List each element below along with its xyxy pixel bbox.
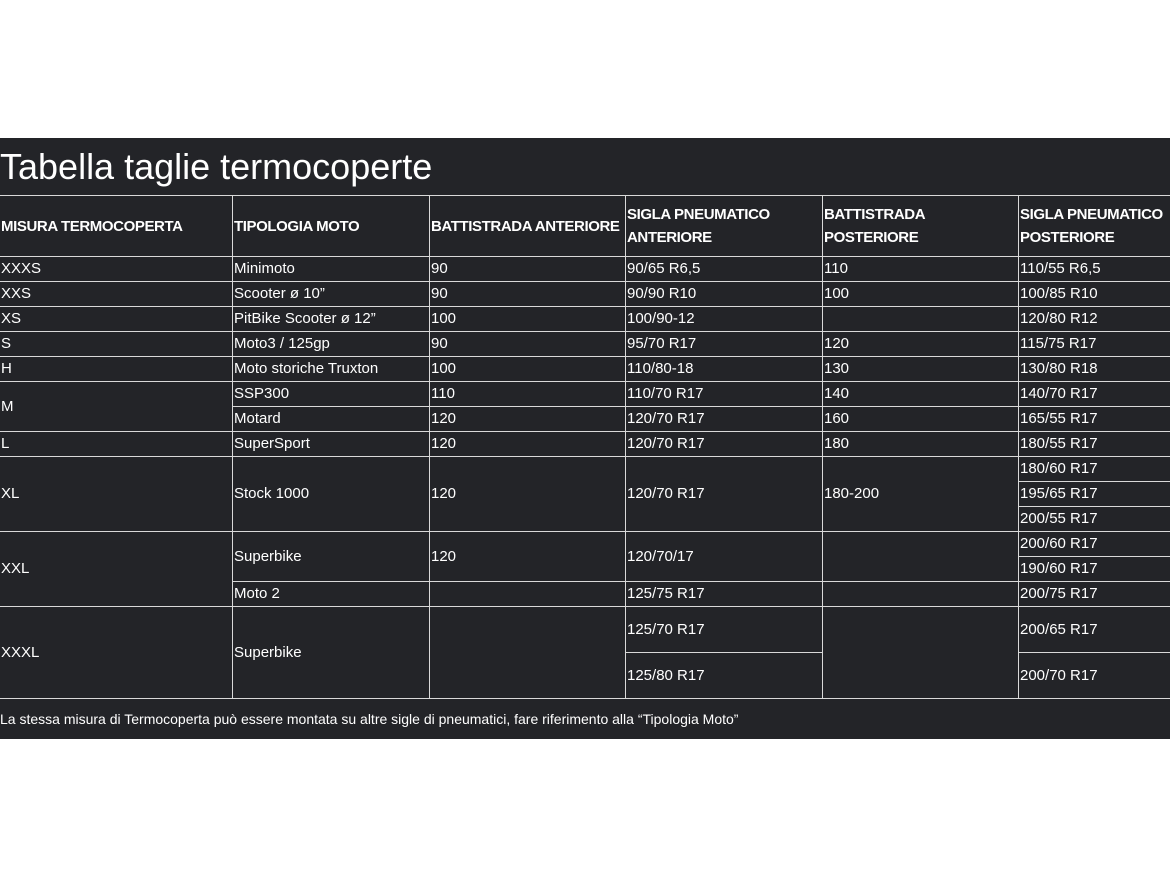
cell-sigla-posteriore: 130/80 R18 <box>1019 357 1170 382</box>
cell-tipologia: Minimoto <box>233 257 430 282</box>
cell-battistrada-posteriore: 120 <box>823 332 1019 357</box>
header-sigla-posteriore: SIGLA PNEUMATICO POSTERIORE <box>1019 196 1170 257</box>
cell-misura: S <box>0 332 233 357</box>
cell-tipologia: PitBike Scooter ø 12” <box>233 307 430 332</box>
cell-battistrada-posteriore: 100 <box>823 282 1019 307</box>
cell-battistrada-posteriore: 110 <box>823 257 1019 282</box>
table-row <box>0 307 1170 332</box>
header-tipologia: TIPOLOGIA MOTO <box>233 196 430 257</box>
cell-battistrada-anteriore: 120 <box>430 532 626 582</box>
cell-sigla-posteriore: 115/75 R17 <box>1019 332 1170 357</box>
cell-sigla-anteriore: 120/70 R17 <box>626 407 823 432</box>
footnote: La stessa misura di Termocoperta può essere montata su altre sigle di pneumatici, fare riferimento alla “Tipologia Moto” <box>0 711 739 727</box>
cell-battistrada-anteriore: 100 <box>430 307 626 332</box>
cell-sigla-posteriore: 120/80 R12 <box>1019 307 1170 332</box>
cell-sigla-posteriore: 200/55 R17 <box>1019 507 1170 532</box>
table-row <box>0 382 1170 407</box>
cell-battistrada-anteriore: 120 <box>430 432 626 457</box>
size-table <box>0 195 1170 699</box>
header-battistrada-posteriore: BATTISTRADA POSTERIORE <box>823 196 1019 257</box>
header-misura: MISURA TERMOCOPERTA <box>0 196 233 257</box>
cell-battistrada-anteriore: 100 <box>430 357 626 382</box>
cell-tipologia: Motard <box>233 407 430 432</box>
cell-sigla-posteriore: 100/85 R10 <box>1019 282 1170 307</box>
cell-battistrada-posteriore: 130 <box>823 357 1019 382</box>
table-row <box>0 457 1170 482</box>
cell-battistrada-posteriore: 140 <box>823 382 1019 407</box>
cell-misura: L <box>0 432 233 457</box>
cell-battistrada-posteriore <box>823 607 1019 699</box>
cell-sigla-anteriore: 90/90 R10 <box>626 282 823 307</box>
cell-battistrada-posteriore <box>823 532 1019 582</box>
cell-sigla-anteriore: 120/70/17 <box>626 532 823 582</box>
cell-tipologia: Scooter ø 10” <box>233 282 430 307</box>
cell-battistrada-anteriore: 110 <box>430 382 626 407</box>
cell-tipologia: SSP300 <box>233 382 430 407</box>
size-table-panel <box>0 138 1170 739</box>
cell-misura: XXL <box>0 532 233 607</box>
cell-sigla-anteriore: 125/75 R17 <box>626 582 823 607</box>
header-sigla-anteriore: SIGLA PNEUMATICO ANTERIORE <box>626 196 823 257</box>
cell-tipologia: Superbike <box>233 607 430 699</box>
cell-battistrada-anteriore: 120 <box>430 407 626 432</box>
cell-sigla-posteriore: 195/65 R17 <box>1019 482 1170 507</box>
cell-battistrada-anteriore <box>430 582 626 607</box>
cell-sigla-posteriore: 200/65 R17 <box>1019 607 1170 653</box>
cell-battistrada-posteriore: 180 <box>823 432 1019 457</box>
cell-misura: H <box>0 357 233 382</box>
table-header-row <box>0 196 1170 257</box>
cell-tipologia: SuperSport <box>233 432 430 457</box>
cell-battistrada-anteriore <box>430 607 626 699</box>
cell-misura: XL <box>0 457 233 532</box>
cell-misura: XXXL <box>0 607 233 699</box>
cell-sigla-posteriore: 165/55 R17 <box>1019 407 1170 432</box>
cell-misura: XXXS <box>0 257 233 282</box>
cell-misura: XXS <box>0 282 233 307</box>
cell-tipologia: Moto 2 <box>233 582 430 607</box>
cell-sigla-posteriore: 200/70 R17 <box>1019 653 1170 699</box>
cell-sigla-anteriore: 125/80 R17 <box>626 653 823 699</box>
cell-sigla-posteriore: 200/75 R17 <box>1019 582 1170 607</box>
cell-sigla-anteriore: 100/90-12 <box>626 307 823 332</box>
cell-battistrada-posteriore: 160 <box>823 407 1019 432</box>
cell-sigla-posteriore: 110/55 R6,5 <box>1019 257 1170 282</box>
cell-battistrada-anteriore: 120 <box>430 457 626 532</box>
cell-battistrada-posteriore <box>823 582 1019 607</box>
table-row <box>0 282 1170 307</box>
cell-sigla-posteriore: 180/60 R17 <box>1019 457 1170 482</box>
page-title: Tabella taglie termocoperte <box>0 146 433 187</box>
cell-misura: M <box>0 382 233 432</box>
table-row <box>0 357 1170 382</box>
cell-sigla-posteriore: 140/70 R17 <box>1019 382 1170 407</box>
cell-tipologia: Stock 1000 <box>233 457 430 532</box>
cell-misura: XS <box>0 307 233 332</box>
cell-sigla-anteriore: 95/70 R17 <box>626 332 823 357</box>
table-row <box>0 607 1170 653</box>
table-row <box>0 432 1170 457</box>
cell-sigla-anteriore: 125/70 R17 <box>626 607 823 653</box>
header-battistrada-anteriore: BATTISTRADA ANTERIORE <box>430 196 626 257</box>
cell-battistrada-anteriore: 90 <box>430 257 626 282</box>
cell-battistrada-posteriore <box>823 307 1019 332</box>
cell-sigla-anteriore: 110/80-18 <box>626 357 823 382</box>
table-row <box>0 332 1170 357</box>
cell-tipologia: Superbike <box>233 532 430 582</box>
cell-tipologia: Moto3 / 125gp <box>233 332 430 357</box>
cell-sigla-posteriore: 180/55 R17 <box>1019 432 1170 457</box>
cell-battistrada-anteriore: 90 <box>430 332 626 357</box>
cell-sigla-anteriore: 110/70 R17 <box>626 382 823 407</box>
cell-battistrada-anteriore: 90 <box>430 282 626 307</box>
cell-tipologia: Moto storiche Truxton <box>233 357 430 382</box>
table-row <box>0 532 1170 557</box>
table-row <box>0 257 1170 282</box>
cell-sigla-posteriore: 200/60 R17 <box>1019 532 1170 557</box>
cell-sigla-anteriore: 90/65 R6,5 <box>626 257 823 282</box>
cell-sigla-anteriore: 120/70 R17 <box>626 457 823 532</box>
cell-sigla-posteriore: 190/60 R17 <box>1019 557 1170 582</box>
cell-sigla-anteriore: 120/70 R17 <box>626 432 823 457</box>
cell-battistrada-posteriore: 180-200 <box>823 457 1019 532</box>
